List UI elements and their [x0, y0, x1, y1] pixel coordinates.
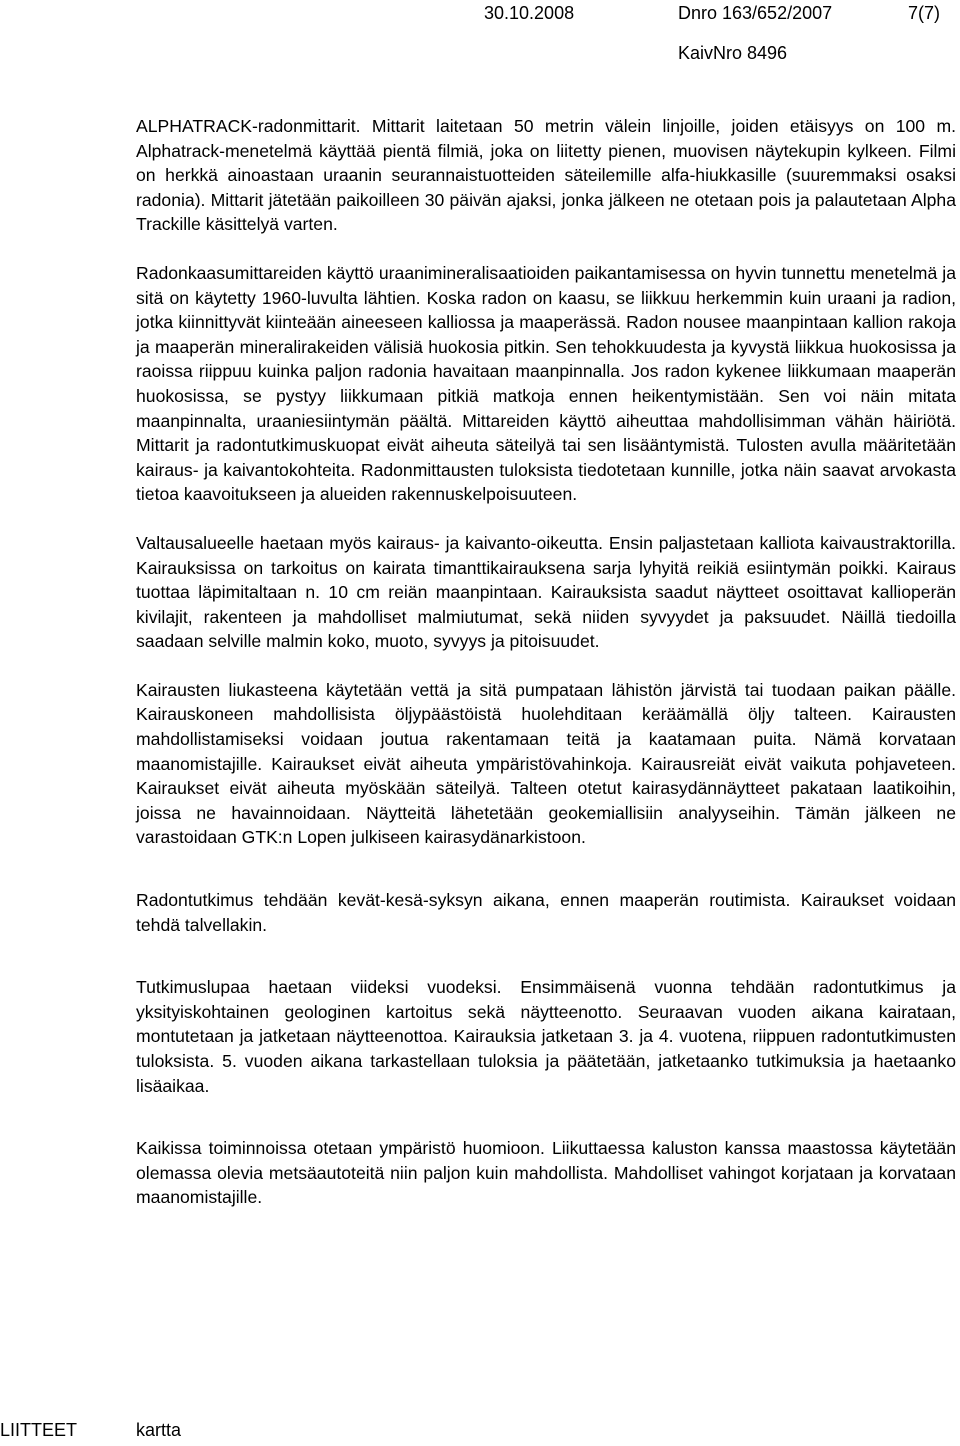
paragraph-alphatrack: ALPHATRACK-radonmittarit. Mittarit laitetaan 50 metrin välein linjoille, joiden etäisyys on 100 m. Alphatrack-menetelmä käyttää pientä filmiä, joka on liitetty pienen, muovisen näytekupin kylkeen. Filmi on herkkä ainoastaan uraanin seurannaistuotteiden säteilemille alfa-hiukkasille (suuremmaksi osaksi radonia). Mittarit jätetään paikoilleen 30 päivän ajaksi, jonka jälkeen ne otetaan pois ja palautetaan Alpha Trackille käsittelyä varten. — [136, 116, 956, 235]
document-body — [136, 114, 956, 1210]
header-kaivnro: KaivNro 8496 — [678, 43, 788, 63]
paragraph-radon-gas-meters: Radonkaasumittareiden käyttö uraanimineralisaatioiden paikantamisessa on hyvin tunnettu menetelmä ja sitä on käytetty 1960-luvulta lähtien. Koska radon on kaasu, se liikkuu herkemmin kuin uraani ja radion, jotka kiinnittyvät kiinteään aineeseen kalliossa ja maaperässä. Radon nousee maanpintaan kallion rakoja ja maaperän mineralirakeiden välisiä huokosia pitkin. Sen tehokkuudesta ja kyvystä liikkua huokosissa ja raoissa riippuu kuinka paljon radonia havaitaan maanpinnalla. Jos radon kykenee liikkumaan maaperän huokosissa, se pystyy liikkumaan pitkiä matkoja ennen heikentymistään. Sen voi näin mitata maanpinnalta, uraaniesiintymän päältä. Mittareiden käyttö aiheuttaa mahdollisimman vähän häiriötä. Mittarit ja radontutkimuskuopat eivät aiheuta säteilyä tai sen lisääntymistä. Tulosten avulla määritetään kairaus- ja kaivantokohteita. Radonmittausten tuloksista tiedotetaan kunnille, jotka näin saavat arvokasta tietoa kaavoitukseen ja alueiden rakennuskelpoisuuteen. — [136, 262, 956, 505]
paragraph-drilling-environment: Kairausten liukasteena käytetään vettä ja sitä pumpataan lähistön järvistä tai tuodaan paikan päälle. Kairauskoneen mahdollisista öljypäästöistä huolehditaan keräämällä öljy talteen. Kairausten mahdollistamiseksi voidaan joutua rakentamaan teitä ja kaatamaan puita. Nämä korvataan maanomistajille. Kairaukset eivät aiheuta ympäristövahinkoja. Kairausreiät eivät vaikuta pohjaveteen. Kairaukset eivät aiheuta myöskään säteilyä. Talteen otetut kairasydännäytteet pakataan laatikoihin, joissa ne havainnoidaan. Näytteitä lähetetään geokemiallisiin analyyseihin. Tämän jälkeen ne varastoidaan GTK:n Lopen julkiseen kairasydänarkistoon. — [136, 679, 956, 848]
paragraph-environment: Kaikissa toiminnoissa otetaan ympäristö huomioon. Liikuttaessa kaluston kanssa maastossa käytetään olemassa olevia metsäautoteitä niin paljon kuin mahdollista. Mahdolliset vahingot korjataan ja korvataan maanomistajille. — [136, 1138, 956, 1208]
footer-attachments-label: LIITTEET — [0, 1420, 78, 1440]
header-date: 30.10.2008 — [484, 3, 575, 23]
paragraph-permit-schedule: Tutkimuslupaa haetaan viideksi vuodeksi. Ensimmäisenä vuonna tehdään radontutkimus ja yksityiskohtainen geologinen kartoitus sekä näytteenotto. Seuraavan vuoden aikana kairataan, montutetaan ja jatketaan näytteenottoa. Kairauksia jatketaan 3. ja 4. vuotena, riippuen radontutkimusten tuloksista. 5. vuoden aikana tarkastellaan tuloksia ja päätetään, jatketaanko tutkimuksia ja haetaanko lisäaikaa. — [136, 977, 956, 1096]
paragraph-drilling-rights: Valtausalueelle haetaan myös kairaus- ja kaivanto-oikeutta. Ensin paljastetaan kalliota kaivaustraktorilla. Kairauksissa on tarkoitus on kairata timanttikairauksena sarja lyhyitä reikiä esiintymän poikki. Kairaus tuottaa läpimitaltaan n. 10 cm reiän maanpintaan. Kairauksista saadut näytteet osoittavat kallioperän kivilajit, rakenteen ja mahdolliset malmiutumat, sekä niiden syvyydet ja paksuudet. Näillä tiedoilla saadaan selville malmin koko, muoto, syvyys ja pitoisuudet. — [136, 532, 956, 652]
footer-attachment-item: kartta — [136, 1420, 182, 1440]
paragraph-radon-season: Radontutkimus tehdään kevät-kesä-syksyn aikana, ennen maaperän routimista. Kairaukset voidaan tehdä talvellakin. — [136, 890, 956, 935]
header-dnro: Dnro 163/652/2007 — [678, 3, 833, 23]
header-page-number: 7(7) — [908, 3, 941, 23]
